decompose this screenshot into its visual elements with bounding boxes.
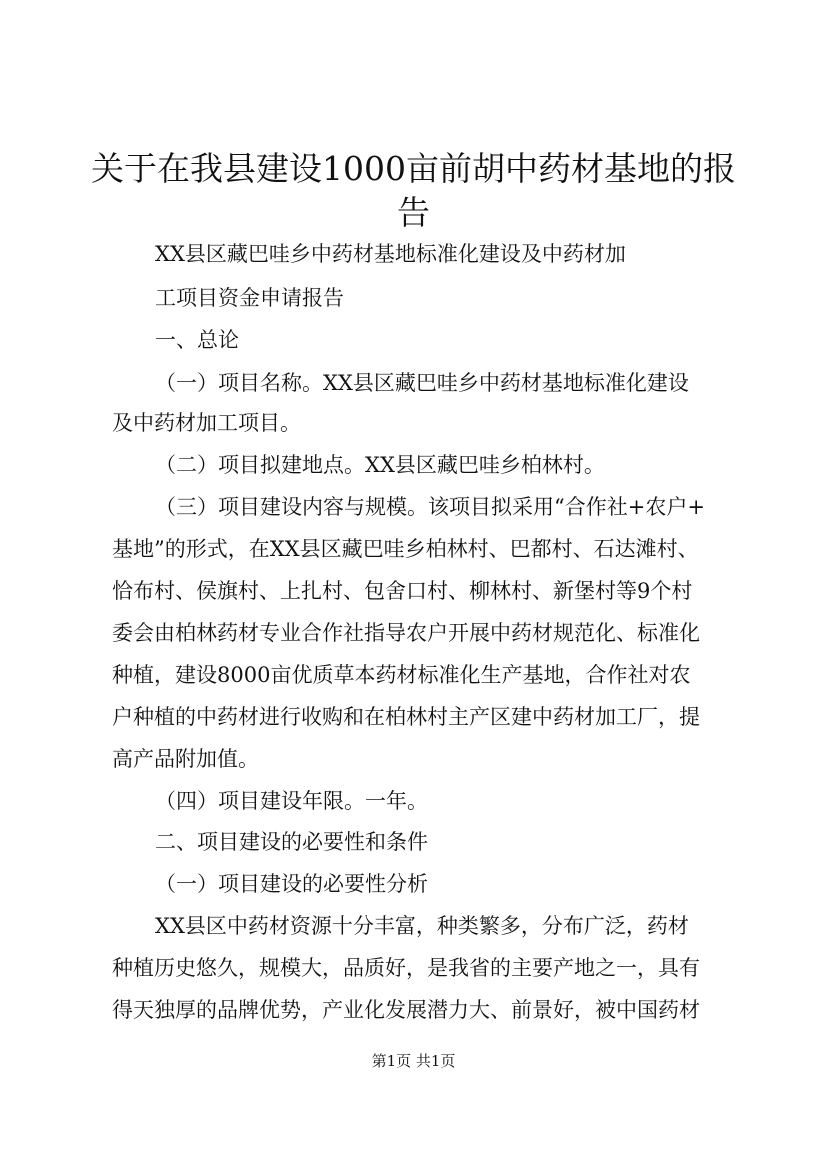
body-line: 户种植的中药材进行收购和在柏林村主产区建中药材加工厂，提 [112, 705, 700, 729]
body-line: 工项目资金申请报告 [155, 286, 344, 310]
body-line: （四）项目建设年限。一年。 [155, 789, 428, 813]
body-line: 种植，建设8000亩优质草本药材标准化生产基地，合作社对农 [112, 663, 691, 687]
body-line: 基地”的形式，在XX县区藏巴哇乡柏林村、巴都村、石达滩村、 [112, 537, 699, 561]
body-line: （二）项目拟建地点。XX县区藏巴哇乡柏林村。 [155, 453, 605, 477]
body-line: （一）项目名称。XX县区藏巴哇乡中药材基地标准化建设 [155, 371, 689, 395]
document-title-continued: 告 [397, 193, 430, 232]
body-line: 委会由柏林药材专业合作社指导农户开展中药材规范化、标准化 [112, 621, 700, 645]
section-heading: 一、总论 [155, 328, 239, 352]
body-line: 及中药材加工项目。 [112, 411, 301, 435]
section-heading: 二、项目建设的必要性和条件 [155, 830, 428, 854]
body-line: XX县区中药材资源十分丰富，种类繁多，分布广泛，药材 [155, 914, 689, 938]
body-line: 种植历史悠久，规模大，品质好，是我省的主要产地之一，具有 [112, 956, 700, 980]
body-line: 得天独厚的品牌优势，产业化发展潜力大、前景好，被中国药材 [112, 998, 700, 1022]
body-line: XX县区藏巴哇乡中药材基地标准化建设及中药材加 [155, 242, 626, 266]
page-footer: 第1页 共1页 [371, 1052, 456, 1070]
body-line: 高产品附加值。 [112, 747, 259, 771]
subsection-heading: （一）项目建设的必要性分析 [155, 872, 428, 896]
document-title: 关于在我县建设1000亩前胡中药材基地的报 [91, 149, 736, 188]
body-line: （三）项目建设内容与规模。该项目拟采用“合作社+农户+ [155, 495, 705, 519]
body-line: 恰布村、侯旗村、上扎村、包舍口村、柳林村、新堡村等9个村 [112, 579, 693, 603]
